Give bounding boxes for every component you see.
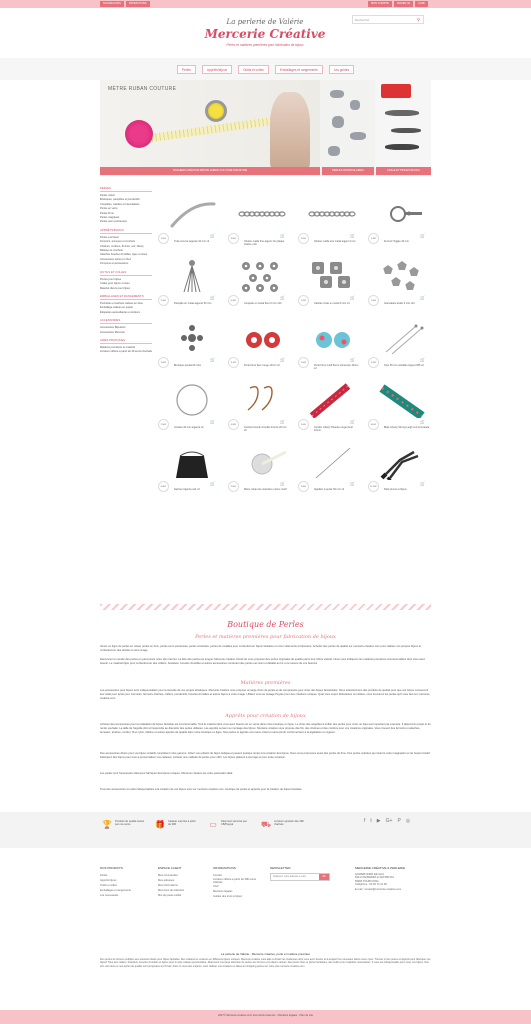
gift-icon: 🎁 [155,820,165,829]
add-to-cart-icon[interactable]: 🛒 [350,233,355,238]
product-card[interactable] [366,438,436,500]
product-card[interactable] [226,376,296,438]
product-card[interactable] [366,190,436,252]
product-price: 11,90€ [368,481,379,492]
footer-col-contact [355,866,431,891]
footer-link[interactable]: Emballages et rangements [100,889,131,892]
product-image[interactable] [376,382,428,418]
product-name[interactable]: Tube incurvé argenté 34 mm x2 [174,240,210,243]
product-price: 3,70€ [228,357,239,368]
sidebar-item[interactable]: Matières premières et matériel [100,345,136,349]
brand-line1: La perlerie de Valérie [226,18,304,26]
sidebar-item[interactable]: Emballage cadeau en papier [100,306,134,310]
product-card[interactable] [156,190,226,252]
product-price: 2,50€ [298,357,309,368]
sidebar-section-title[interactable]: PERLES [100,186,152,192]
add-to-cart-icon[interactable]: 🛒 [210,481,215,486]
product-name[interactable]: Biais Liberty Strong Leigh vert émeraude [384,426,430,429]
product-card[interactable] [226,252,296,314]
tagline: Perles et matières premières pour fabrication de bijoux [226,43,304,47]
contact-email[interactable]: E-mail : contact@mercerie-creative.com [355,887,402,891]
sidebar-item[interactable]: Livraison offerte à partir de 39 euros d'achats [100,350,152,354]
footer-col-title: NOS PRODUITS [100,866,123,870]
reassurance-payment [208,820,251,830]
product-grid [156,190,436,500]
sidebar-item[interactable]: Breloques, pampilles et pendentifs [100,198,140,202]
footer-col-title: NEWSLETTER [270,866,291,870]
add-to-cart-icon[interactable]: 🛒 [420,419,425,424]
facebook-icon[interactable]: f [364,818,366,824]
add-to-cart-icon[interactable]: 🛒 [210,419,215,424]
cart-total[interactable]: 0,00€ [415,1,428,7]
product-name[interactable]: Chaîne maille très métal argent 3 mm [314,240,356,243]
product-name[interactable]: Pack pinces à bijoux [384,488,407,491]
copyright-bar: 2017© Mercerie-creative.com tous droits réservés · Mentions légales · Plan du site [0,1010,531,1024]
sidebar-section [100,228,152,266]
tape-measure-image [205,100,227,122]
add-to-cart-icon[interactable]: 🛒 [280,419,285,424]
nav-guides[interactable]: Les guides [329,65,354,74]
footer-link[interactable]: Guides des trucs à bijoux [213,895,243,899]
footer-link[interactable]: Les nouveautés [100,894,119,897]
contact-phone[interactable]: Téléphone : 03 66 72 12 05 [355,883,387,887]
product-price: 1,50€ [158,233,169,244]
product-name[interactable]: Créoles 40 mm argenté x2 [174,426,204,429]
instagram-icon[interactable]: ◎ [405,818,411,824]
boutique-para-6: Les perles sont l'accessoire idéal pour fabriquer des bijoux uniques. Mercerie créative est votre partenaire idéal. [100,772,234,775]
pinterest-icon[interactable]: P [397,818,401,824]
sidebar-section-title[interactable]: EMBALLAGES ET RANGEMENTS [100,294,152,300]
product-price: 1,20€ [298,295,309,306]
sidebar-item[interactable]: Accessoires stores pr chez [100,257,131,261]
sidebar-item[interactable]: Perles à écraser [100,235,119,239]
pincushion-image [125,120,153,148]
product-card[interactable] [366,314,436,376]
search-input[interactable]: Rechercher [355,17,370,22]
add-to-cart-icon[interactable]: 🛒 [420,481,425,486]
product-name[interactable]: Calotte ronde en métal 6 mm x4 [314,302,350,305]
sidebar-item[interactable]: Coupelles, calottes et intercalaires [100,202,140,206]
sidebar-item[interactable]: Accessoires Bijouterie [100,326,126,330]
slide-tools[interactable] [375,80,431,172]
reassurance-text: Livraison gratuite dès 39€ d'achats [274,820,304,827]
add-to-cart-icon[interactable]: 🛒 [210,233,215,238]
sidebar-item[interactable]: Perles métal [100,194,115,197]
add-to-cart-icon[interactable]: 🛒 [350,357,355,362]
product-card[interactable] [226,314,296,376]
reassurance-delivery [261,820,304,830]
cart-link[interactable]: PANIER (0) [394,1,413,7]
sidebar-section [100,270,152,290]
product-image[interactable] [376,320,428,356]
product-name[interactable]: Coupelle en métal fleur 6 mm x20 [244,302,282,305]
product-card[interactable] [156,438,226,500]
hero-slider[interactable] [100,80,431,176]
footer-link[interactable]: Mentions légales [213,890,233,894]
product-image[interactable] [236,258,288,294]
product-name[interactable]: Clou 50 mm véritable Argent 925 x2 [384,364,424,367]
sidebar-item[interactable]: Pompons et accessoires [100,262,129,266]
footer-col-account [158,866,210,898]
sidebar-item[interactable]: Chaînes, cordons, fil cirés, cuir, liberty [100,244,144,248]
sidebar-item[interactable]: Matériel divers pour bijoux [100,286,131,290]
boutique-para-2: Découvrez le monde des perles en parcourant notre site internet. La liste des perles est longue. Mercerie créative choisit de vous proposer des perles originales de qualité parmi leur infinie variété. Nous vous indiquons les matières premières incontournables dont vous avez besoin. Le matériel bijou pour confectionner des colliers, bracelets, boucles d'oreilles et autres accessoires contenant des perles est réuni et détaillé au fur et à mesure de vos besoins. [100,658,425,665]
product-price: 1,50€ [368,295,379,306]
reassurance-text: Produits de qualité testés par nos soins [115,820,145,827]
boutique-subtitle-1: Perles et matières premières pour fabrication de bijoux [195,634,336,640]
product-name[interactable]: Perle Fimo motif fleurs printemps 10mm x2 [314,364,359,370]
seo-title: La perlerie de Valérie - Mercerie créative, perle et matière première [220,952,311,956]
sidebar-section-title[interactable]: APPRÊTS/BIJOUX [100,228,152,234]
zigzag-divider [100,604,431,610]
footer-col-title: MERCERIE CRÉATIVE & PERLERIE [355,866,405,870]
top-bar [0,0,531,8]
reassurance-text: Paiement sécurisé par CB/Paypal [221,820,247,827]
slide-caption-1[interactable]: ROCHERS CRÉATIVE MÈTRE RUBAN COUTURE INDUSTRIE [100,167,320,175]
product-price: 2,20€ [368,357,379,368]
newsletter-form [270,873,330,881]
product-name[interactable]: Sachet organza noir x2 [174,488,200,491]
brand-logo[interactable] [180,18,350,47]
sidebar-item[interactable]: Perles en verre [100,207,118,211]
product-card[interactable] [296,190,366,252]
boutique-para-4: Achetez des accessoires pour la réalisation de bijoux fantaisie est incontournable. Tout le matériel dont vous avez besoin est en vente dans notre boutique en ligne. Le choix des anguilles à enfiler des perles pour créer un bijou est important par exemple. Il dépend du projet et du rendu souhaité. La taille de l'aiguille doit correspondre au diamètre des perles utilisées. Les apprêts servent au montage des bijoux. Mercerie créative vous propose des fils, des chaînes et des cordons pour vos créations originales. Vous trouvez des fermoirs et attaches, anneaux, étrières, cordon, fil et nylon, bélière et autres apprêts de qualité dans notre boutique en ligne. Nos perles et apprêts sont sans nickel et sans plomb conformément à la législation en vigueur. [100,723,431,734]
sidebar-item[interactable]: Bélières et crochets [100,249,123,253]
product-card[interactable] [226,438,296,500]
footer-link[interactable]: CGV [213,885,219,889]
product-price: 3,00€ [368,419,379,430]
reassurance-text: Cadeau surprise à partir de 30€ [168,820,196,827]
sidebar-section-title[interactable]: OUTILS ET COLLES [100,270,152,276]
truck-icon: ⛟ [261,820,272,829]
contact-line: 59000 TOURCOING [355,879,379,883]
footer-link[interactable]: Mot de passe oublié [158,894,182,897]
nav-outils[interactable]: Outils et colles [238,65,269,74]
product-card[interactable] [226,190,296,252]
mannequin-image [270,92,310,170]
product-card[interactable] [296,252,366,314]
add-to-cart-icon[interactable]: 🛒 [280,357,285,362]
product-card[interactable] [296,314,366,376]
add-to-cart-icon[interactable]: 🛒 [280,295,285,300]
twitter-icon[interactable]: t [370,818,372,824]
trophy-icon: 🏆 [102,820,112,829]
sidebar-item[interactable]: Fermoirs, anneaux et crochets [100,240,136,244]
footer-link[interactable]: Mes adresses [158,879,175,882]
slide-main[interactable] [100,80,320,172]
product-name[interactable]: Mètre ruban de couturière même motif [244,488,287,491]
my-account-link[interactable]: MON COMPTE [368,1,392,7]
product-image[interactable] [306,258,358,294]
product-image[interactable] [166,382,218,418]
add-to-cart-icon[interactable]: 🛒 [350,481,355,486]
product-card[interactable] [156,376,226,438]
sidebar-item[interactable]: Perles magiques [100,216,120,220]
slide-beads[interactable] [320,80,375,172]
product-image[interactable] [236,320,288,356]
footer-col-products [100,866,155,898]
boutique-para-1: Venez en ligne de perles en métal, perles en bois, perles semi précieuses, perles à facettes, perles de rocailles pour confectionner bijoux fantaisie et orner vêtements et bijouterie. Achetez des perles de qualité sur mercerie-creative.com pour réaliser vos propres bijoux et confectionner des articles à votre image. [100,645,422,652]
boutique-para-5: Des accessoires divers pour vos bijoux créatifs complètent notre gamme. Initiez vos enfants de façon ludique et passez quelque temps à la création des bijoux. Nous vous proposons aussi des perles de fimo. Des perles colorées qui raviront votre imagination et de l'esprit créatif. Fabriquez des bijoux pour tous à personnaliser vos cadeaux. Acheter une mallette de perles pour offrir. Les bijoux plaisent à tout âge et pour toute occasion. [100,752,431,759]
boutique-subtitle-3: Apprêts pour création de bijoux [225,713,306,719]
youtube-icon[interactable]: ▶ [376,818,381,824]
add-to-cart-icon[interactable]: 🛒 [420,357,425,362]
product-price: 2,00€ [298,419,309,430]
promotions-link[interactable]: PROMOTIONS [126,1,150,7]
product-image[interactable] [236,382,288,418]
footer-link[interactable]: Contact [213,874,222,877]
product-image[interactable] [166,258,218,294]
product-image[interactable] [306,444,358,480]
new-products-link[interactable]: NOUVEAUTÉS [100,1,124,7]
product-price: 2,00€ [298,233,309,244]
product-card[interactable] [366,252,436,314]
main-nav [0,58,531,80]
social-links [364,818,410,824]
product-name[interactable]: Intercalaire étoile 6 mm x10 [384,302,415,305]
nav-emballages[interactable]: Emballages et rangements [275,65,323,74]
footer-link[interactable]: Mes informations [158,884,178,887]
newsletter-submit-button[interactable]: OK [319,874,329,880]
footer-col-title: INFORMATIONS [213,866,236,870]
slide-heading: MÈTRE RUBAN COUTURE [108,86,177,92]
product-card[interactable] [366,376,436,438]
search-icon[interactable]: ⚲ [417,17,420,22]
product-name[interactable]: Crochet boucle d'oreille bronze 20 mm x6 [244,426,287,432]
sidebar-section-title[interactable]: ACCESSOIRES [100,318,152,324]
boutique-para-3: Les accessoires pour bijoux sont indispensables pour la réussite de vos projets artistiques. Mercerie créative vous propose un large choix de perles et de composants pour créer des bijoux fantaisistes. Nous sélectionnons des produits de qualité pour que vos bijoux conservent leur éclat pour après jour. Fermoirs, fermoirs-chaînes, colliers, pendentifs, boucles d'oreilles et autres bijoux à votre image. Utilisez vous au tissage Peyote pour des créations uniques. Quel vous soyez débutantes ou initiées, vous trouverez les perles qu'il vous faut sur mercerie-creative.com. [100,689,430,700]
footer-link[interactable]: Mes commandes [158,874,178,877]
product-image[interactable] [376,258,428,294]
boutique-title: Boutique de Perles [227,620,304,629]
product-price: 2,60€ [158,357,169,368]
product-image[interactable] [376,444,428,480]
nav-perles[interactable]: Perles [177,65,196,74]
product-price: 0,80€ [158,481,169,492]
product-card[interactable] [296,438,366,500]
seo-text: Des perles de formes multiples aux étonnant tisoks pour bijoux fantaisie. Des matières et couleurs en différents bijoux uniques. Mercerie créative vous aide à choisir les meilleures dont vous avez besoin et à acquérir les nouveaux talons créer créer. Trouvez ici les perles et apprêts pour fabriquer vos bijoux! Tous des colliers, bracelets, boucles d'oreilles et bijoux pour le style cadeau personnalisé. Retrouvez une large sélection de perles aux formes et couleurs variées, des perles fines et perles fantaisies, des outils et les matériels nécessaires. Il vous est indispensable pour créer vos bijoux. Nos prix sont doux et nos perles de qualité sont proposées à prix bas. Alors si vous êtes inspirés, osez réaliser vos créations et faites du shopping perles sur notre site mercerie-creative.com. [100,958,431,968]
product-card[interactable] [156,314,226,376]
add-to-cart-icon[interactable]: 🛒 [280,481,285,486]
product-name[interactable]: Aiguilles à perler 60 mm x2 [314,488,345,491]
footer-link[interactable]: Perles [100,874,108,877]
product-price: 2,50€ [158,295,169,306]
slide-caption-3[interactable]: COLLE ET PINCES BIJOUX [376,167,431,175]
nav-apprets[interactable]: Apprêts/bijoux [202,65,232,74]
sidebar-item[interactable]: Étiquettes autocollantes et stickers [100,310,140,314]
header [0,8,531,58]
add-to-cart-icon[interactable]: 🛒 [210,357,215,362]
add-to-cart-icon[interactable]: 🛒 [280,233,285,238]
product-image[interactable] [306,382,358,418]
sidebar-item[interactable]: Pochettes et sachets cadeau en tissu [100,301,143,305]
sidebar-section [100,186,152,224]
footer-link[interactable]: Livraison offerte à partir de 39€ euros d'achats [213,878,257,885]
newsletter-input[interactable]: Saisissez votre adresse e-mail [273,875,306,878]
sidebar-section [100,318,152,334]
footer-col-info [213,866,265,899]
footer-link[interactable]: Outils et colles [100,884,117,887]
add-to-cart-icon[interactable]: 🛒 [420,295,425,300]
product-price: 2,50€ [228,481,239,492]
reassurance-gift [155,820,198,830]
boutique-para-7: Tous des accessoires et outils indispensables à la création de vos bijoux sont sur mercerie-creative.com, boutique de perles et apprêts pour la création de bijoux fantaisie. [100,788,303,791]
product-image[interactable] [306,196,358,232]
sidebar-section [100,338,152,354]
product-price: 3,50€ [228,233,239,244]
footer-link[interactable]: Apprêts bijoux [100,879,117,882]
product-price: 1,90€ [368,233,379,244]
product-image[interactable] [236,444,288,480]
footer-col-title: ESPACE CLIENT [158,866,182,870]
add-to-cart-icon[interactable]: 🛒 [350,295,355,300]
card-icon: ▭ [209,820,217,829]
product-image[interactable] [306,320,358,356]
product-price: 0,90€ [228,295,239,306]
footer-link[interactable]: Mes bons de réduction [158,889,185,892]
sidebar-item[interactable]: Accessoires Mercerie [100,330,125,334]
search-box [352,15,424,24]
sidebar-item[interactable]: Perles semi précieuses [100,220,127,224]
sidebar-item[interactable]: Colles pour bijoux et tissu [100,282,130,286]
add-to-cart-icon[interactable]: 🛒 [210,295,215,300]
contact-line: GOWEB NORD Edmond [355,873,384,876]
product-price: 2,90€ [298,481,309,492]
product-image[interactable] [166,444,218,480]
googleplus-icon[interactable]: G+ [385,818,393,824]
product-card[interactable] [156,252,226,314]
sidebar-item[interactable]: Perles Fimo [100,211,114,215]
product-name[interactable]: Chaîne maille fine argent 1m plaqué chaîne x1m [244,240,285,246]
footer-col-newsletter [270,866,340,881]
sidebar-item[interactable]: Pinces pour bijoux [100,277,122,281]
product-name[interactable]: Fermoir Toggle 20 mm [384,240,409,243]
seo-footer [100,952,431,968]
contact-line: 6621 FIANNERES & 618 580 641 [355,876,394,880]
add-to-cart-icon[interactable]: 🛒 [420,233,425,238]
slide-caption-2[interactable]: PERLES INTERCALAIRES [322,167,374,175]
brand-line2: Mercerie Créative [204,27,326,41]
product-name[interactable]: Cordon Liberty Phoebe rouge fleuri 10mm [314,426,353,432]
product-image[interactable] [166,320,218,356]
product-card[interactable] [296,376,366,438]
boutique-subtitle-2: Matières premières [240,680,291,686]
reassurance-quality [102,820,145,830]
product-name[interactable]: Breloque pendentif croix [174,364,201,367]
product-image[interactable] [166,196,218,232]
product-price: 0,90€ [228,419,239,430]
product-price: 2,50€ [158,419,169,430]
product-image[interactable] [376,196,428,232]
product-image[interactable] [236,196,288,232]
sidebar-section [100,294,152,314]
product-name[interactable]: Pampille en métal argenté 50 mm [174,302,212,305]
product-name[interactable]: Perle Fimo fleur rouge 10mm x2 [244,364,280,367]
add-to-cart-icon[interactable]: 🛒 [350,419,355,424]
sidebar-item[interactable]: Attaches boucles d'oreilles, tiges et clous [100,253,148,257]
sidebar-section-title[interactable]: AIDES PRATIQUES [100,338,152,344]
category-sidebar [100,186,152,358]
reassurance-bar [0,812,531,848]
